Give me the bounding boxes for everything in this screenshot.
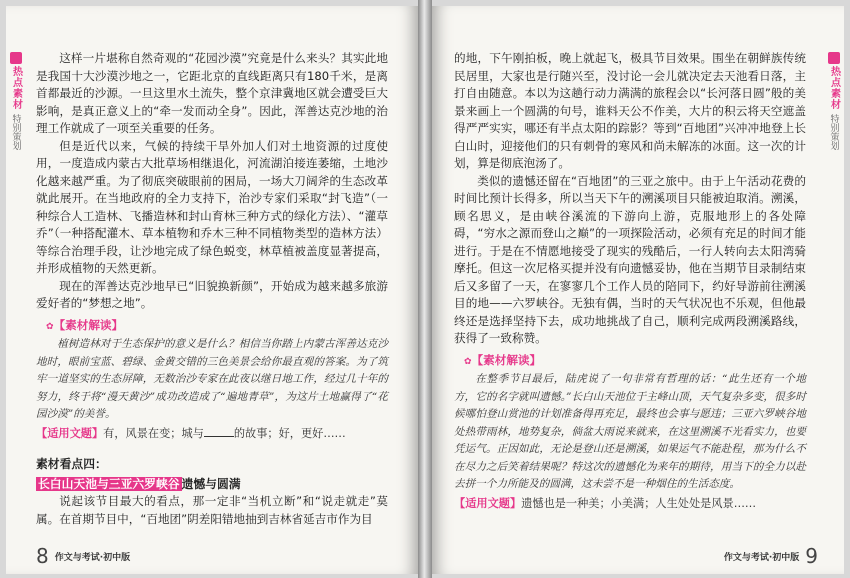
tab-mark-icon bbox=[828, 52, 840, 64]
right-content bbox=[454, 50, 806, 512]
page-number: 8 bbox=[36, 544, 49, 568]
left-content bbox=[36, 50, 388, 528]
point-subheading: 长白山天池与三亚六罗峡谷 遗憾与圆满 bbox=[38, 476, 241, 491]
interpretation-text: 在整季节目最后，陆虎说了一句非常有哲理的话：“此生还有一个地方，它的名字就叫遗憾。”长白山天池位于主峰山顶，天气复杂多变，很多时候哪怕登山赏池的计划准备得再充足，最终也会事与愿违；三亚六罗峡谷地处热带雨林，地势复杂，倘盆大雨说来就来，在这里溯溪不光看实力，也要凭运气。正因如此，无论是登山还是溯溪，如果运气不能赴程，那为什么不在尽力之后笑着结果呢？特这次的遗憾化为来年的期待，用当下的全力以赴去拼一个力所能及的圆满，这未尝不是一种烟住的生活态度。 bbox=[454, 373, 806, 490]
body-paragraph: 现在的浑善达克沙地早已“旧貌换新颜”，开始成为越来越多旅游爱好者的“梦想之地”。 bbox=[36, 278, 388, 310]
applicable-topics: 【适用文题】遗憾也是一种美；小美满；人生处处是风景…… bbox=[454, 496, 757, 510]
page-number: 9 bbox=[805, 544, 818, 568]
body-paragraph: 类似的遗憾还留在“百地团”的三亚之旅中。由于上午活动花费的时间比预计长得多，所以当天下午的溯溪项目只能被迫取消。溯溪，顾名思义，是由峡谷溪流的下游向上游，克服地形上的各处障碍，“穷水之源而登山之巅”的一项探险活动，必须有充足的时间才能进行。于是在不情愿地接受了现实的残酷后，一行人转向去太阳湾骑摩托。但这一次尼格买提并没有向遗憾妥协，他在当期节目录制结束后又多留了一天，在寥寥几个工作人员的陪同下，约好导游前往溯溪目的地——六罗峡谷。无独有偶，当时的天气状况也不乐观，但他最终还是选择坚持下去，成功地挑战了自己，顺利完成两段溯溪路线，获得了一致称赞。 bbox=[454, 173, 806, 345]
book-gutter bbox=[418, 0, 432, 578]
body-paragraph: 说起该节目最大的看点，那一定非“当机立断”和“说走就走”莫属。在首期节目中，“百地团”阴差阳错地抽到吉林省延吉市作为目 bbox=[36, 494, 388, 526]
left-page bbox=[6, 6, 418, 574]
right-footer bbox=[724, 546, 818, 566]
tab-mark-icon bbox=[10, 52, 22, 64]
material-interpretation-tag: ✿【素材解读】 bbox=[46, 317, 124, 332]
interpretation-text: 植树造林对于生态保护的意义是什么？相信当你踏上内蒙古浑善达克沙地时，眼前宝蓝、碧绿、金黄交错的三色美景会给你最直观的答案。为了筑牢一道坚实的生态屏障，无数治沙专家在此夜以继日地工作，经过几十年的努力，终于将“漫天黄沙”成功改造成了“遍地青草”，为这片土地赢得了“花园沙漠”的美誉。 bbox=[36, 338, 388, 420]
section-side-tab bbox=[826, 52, 842, 150]
left-footer bbox=[36, 546, 130, 566]
fill-blank bbox=[204, 436, 234, 437]
applicable-topics-label: 【适用文题】 bbox=[36, 426, 104, 440]
flower-icon: ✿ bbox=[464, 356, 472, 367]
point-heading: 素材看点四： bbox=[36, 457, 107, 471]
body-paragraph: 的地，下午刚拍板，晚上就起飞，极具节目效果。围坐在朝鲜族传统民居里，大家也是行随兴至，没讨论一会儿就决定去天池看日落，主打自由随意。本以为这趟行动力满满的旅程会以“长河落日圆”般的美景来画上一个圆满的句号，谁料天公不作美，大片的积云将天空遮盖得严严实实，哪还有半点太阳的踪影？等到“百地团”兴冲冲地登上长白山时，迎接他们的只有刺骨的寒风和尚未解冻的冰面。这一次的计划，算是彻底泡汤了。 bbox=[454, 51, 806, 170]
flower-icon: ✿ bbox=[46, 321, 54, 332]
right-page bbox=[432, 6, 844, 574]
side-tab-title: 热点素材 bbox=[10, 66, 22, 110]
applicable-topics-label: 【适用文题】 bbox=[454, 496, 522, 510]
side-tab-title: 热点素材 bbox=[828, 66, 840, 110]
highlighted-phrase: 长白山天池与三亚六罗峡谷 bbox=[38, 476, 180, 491]
applicable-topics: 【适用文题】有，风景在变；城与 的故事；好，更好…… bbox=[36, 426, 346, 440]
body-paragraph: 这样一片堪称自然奇观的“花园沙漠”究竟是什么来头？其实此地是我国十大沙漠沙地之一，它距北京的直线距离只有180千米，是离首都最近的沙源。一旦这里水土流失，整个京津冀地区就会遭受巨大影响，是真正意义上的“牵一发而动全身”。因此，浑善达克沙地的治理工作就成了一项至关重要的任务。 bbox=[36, 51, 388, 135]
magazine-name: 作文与考试·初中版 bbox=[723, 553, 800, 563]
section-side-tab bbox=[8, 52, 24, 150]
side-tab-subtitle: 特别策划 bbox=[828, 114, 839, 150]
material-interpretation-tag: ✿【素材解读】 bbox=[464, 352, 542, 367]
magazine-name: 作文与考试·初中版 bbox=[54, 553, 131, 563]
side-tab-subtitle: 特别策划 bbox=[10, 114, 21, 150]
body-paragraph: 但是近代以来，气候的持续干旱外加人们对土地资源的过度使用，一度造成内蒙古大批草场相继退化，河流湖泊接连萎缩，土地沙化越来越严重。为了彻底突破眼前的困局，一场大刀阔斧的生态改革就此展开。在当地政府的全力支持下，治沙专家们采取“封飞造”（一种综合人工造林、飞播造林和封山育林三种方式的绿化方法）、“灌草乔”（一种搭配灌木、草本植物和乔木三种不同植物类型的造林方法）等综合治理手段，让沙地完成了绿色蜕变，林草植被盖度显著提高，并形成植物的天然更新。 bbox=[36, 138, 388, 275]
